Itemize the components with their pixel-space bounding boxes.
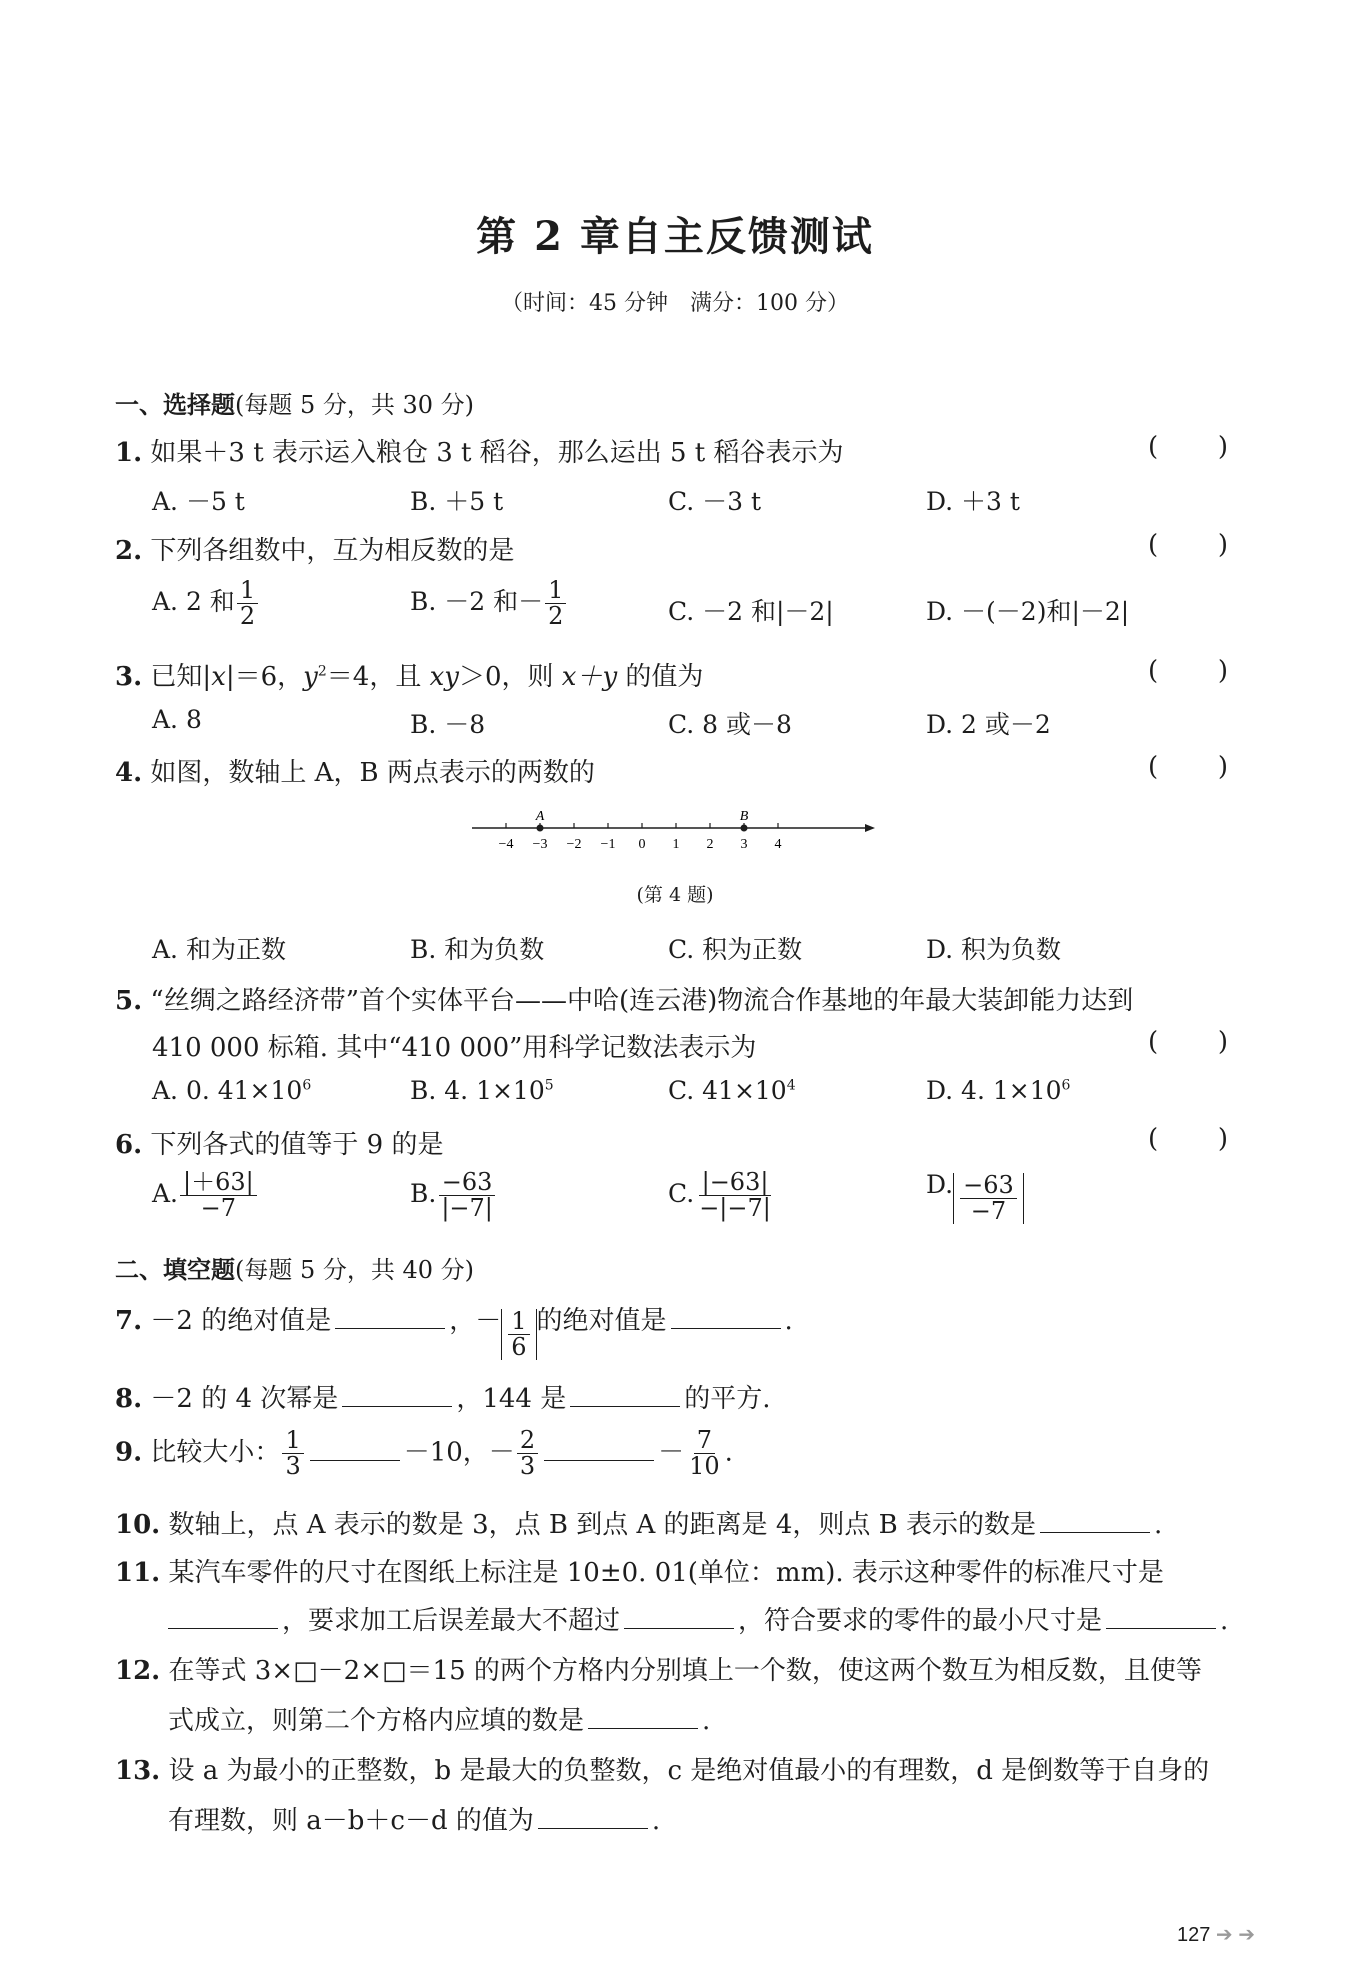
question-3: 3. 已知|x|＝6，$y^2=4$，且 xy＞0，则 x＋y 的值为	[115, 662, 704, 692]
answer-bracket: ( )	[1148, 1124, 1228, 1154]
question-text: 如果＋3 t 表示运入粮仓 3 t 稻谷，那么运出 5 t 稻谷表示为	[150, 438, 844, 468]
number-line-figure	[470, 808, 880, 860]
option-d: D. ＋3 t	[926, 487, 1020, 516]
tick-label: 3	[740, 837, 748, 852]
question-4	[115, 752, 595, 789]
tick-label: 0	[638, 837, 646, 852]
section-heading-choice	[115, 385, 474, 420]
option-a: A. 8	[152, 705, 202, 734]
question-7: 7. －2 的绝对值是 ，－ $\frac{1}{6}$ 的绝对值是 .	[115, 1306, 793, 1362]
question-10: 10. 数轴上，点 A 表示的数是 3，点 B 到点 A 的距离是 4，则点 B 表示的数是 .	[115, 1510, 1163, 1540]
option-b: B. －8	[410, 710, 486, 739]
option-d: D. －(－2)和|－2|	[926, 597, 1130, 626]
answer-bracket: ( )	[1148, 530, 1228, 560]
tick-label: −4	[498, 837, 514, 852]
fraction: $\frac{1}{6}$	[508, 1309, 529, 1360]
question-number: 2.	[115, 536, 143, 566]
option-c: C. 8 或－8	[668, 710, 792, 739]
section-name: 二、填空题	[115, 1255, 235, 1284]
question-text-cont: ，要求加工后误差最大不超过 ，符合要求的零件的最小尺寸是 .	[168, 1600, 1228, 1637]
question-number: 1.	[115, 438, 143, 468]
question-text: 下列各式的值等于 9 的是	[150, 1130, 444, 1160]
fraction: $\frac{1}{3}$	[282, 1428, 303, 1479]
tick-label: 1	[672, 837, 680, 852]
option-d: D. 2 或－2	[926, 710, 1051, 739]
question-number: 5.	[115, 986, 143, 1016]
option-c: C. 积为正数	[668, 935, 803, 964]
page-title: 第 2 章自主反馈测试	[476, 213, 874, 260]
question-6	[115, 1124, 444, 1161]
question-2	[115, 530, 514, 567]
section-note: (每题 5 分，共 40 分)	[235, 1256, 475, 1284]
answer-bracket: ( )	[1148, 752, 1228, 782]
option-a: A. 0. $41\times 10^6$	[152, 1076, 312, 1105]
absolute-value	[953, 1173, 1024, 1224]
option-b: B. －2 和－ $\frac{1}{2}$	[410, 578, 568, 629]
question-text: “丝绸之路经济带”首个实体平台——中哈(连云港)物流合作基地的年最大装卸能力达到	[150, 986, 1134, 1016]
question-number: 3.	[115, 662, 143, 692]
question-number: 6.	[115, 1130, 143, 1160]
question-13: 13. 设 a 为最小的正整数，b 是最大的负整数，c 是绝对值最小的有理数，d 是倒数等于自身的	[115, 1756, 1210, 1786]
question-number: 4.	[115, 758, 143, 788]
option-b: B. 4. $1\times 10^5$	[410, 1076, 554, 1105]
option-c: C. $\frac{|-63|}{-|-7|}$	[668, 1170, 776, 1221]
tick-label: 2	[706, 837, 714, 852]
answer-bracket: ( )	[1148, 432, 1228, 462]
fraction: $\frac{-63}{-7}$	[960, 1173, 1017, 1224]
question-9: 9. 比较大小： $\frac{1}{3}$ －10，－ $\frac{2}{3}$ － $\frac{7}{10}$ .	[115, 1426, 733, 1481]
fraction: $\frac{7}{10}$	[689, 1426, 720, 1481]
question-5	[115, 980, 1133, 1017]
tick-label: 4	[774, 837, 782, 852]
answer-blank[interactable]	[624, 1606, 734, 1629]
section-name: 一、选择题	[115, 390, 235, 419]
fraction: $\frac{1}{2}$	[545, 578, 566, 629]
point-a-label: A	[535, 809, 545, 824]
point-a-dot	[537, 825, 544, 832]
answer-blank[interactable]	[570, 1384, 680, 1407]
section-heading-fill	[115, 1250, 474, 1285]
question-8: 8. －2 的 4 次幂是 ，144 是 的平方.	[115, 1384, 771, 1414]
fraction: $\frac{1}{2}$	[237, 578, 258, 629]
answer-blank[interactable]	[1106, 1606, 1216, 1629]
option-a: A. －5 t	[152, 487, 245, 516]
absolute-value	[501, 1309, 536, 1360]
answer-blank[interactable]	[671, 1306, 781, 1329]
answer-blank[interactable]	[538, 1806, 648, 1829]
fraction: $\frac{|-63|}{-|-7|}$	[699, 1168, 771, 1223]
question-text: 如图，数轴上 A，B 两点表示的两数的	[150, 758, 595, 788]
question-text-cont: 有理数，则 a－b＋c－d 的值为 .	[168, 1806, 661, 1836]
question-text: 下列各组数中，互为相反数的是	[150, 536, 515, 566]
question-text-cont: 410 000 标箱. 其中“410 000”用科学记数法表示为	[152, 1033, 757, 1063]
option-b: B. $\frac{-63}{|-7|}$	[410, 1170, 498, 1221]
point-b-label: B	[739, 809, 749, 824]
answer-blank[interactable]	[1040, 1510, 1150, 1533]
option-d: D. 4. $1\times 10^6$	[926, 1076, 1071, 1105]
option-c: C. $41\times 10^4$	[668, 1076, 796, 1105]
fraction: $\frac{|+63|}{-7}$	[180, 1170, 257, 1221]
answer-blank[interactable]	[335, 1306, 445, 1329]
page-number: 127 ➔ ➔	[1176, 1924, 1255, 1946]
option-a: A. 2 和 $\frac{1}{2}$	[152, 578, 260, 629]
question-1	[115, 432, 844, 469]
option-c: C. －2 和|－2|	[668, 597, 834, 626]
answer-blank[interactable]	[342, 1384, 452, 1407]
question-text-cont: 式成立，则第二个方格内应填的数是 .	[168, 1706, 711, 1736]
answer-bracket: ( )	[1148, 656, 1228, 686]
answer-blank[interactable]	[310, 1438, 400, 1461]
question-11: 11. 某汽车零件的尺寸在图纸上标注是 10±0. 01(单位：mm). 表示这种零件的标准尺寸是	[115, 1558, 1164, 1588]
question-12: 12. 在等式 3×□－2×□＝15 的两个方格内分别填上一个数，使这两个数互为相反数，且使等	[115, 1656, 1202, 1686]
option-d: D. 积为负数	[926, 935, 1062, 964]
tick-label: −3	[532, 837, 548, 852]
option-a: A. 和为正数	[152, 935, 286, 964]
answer-blank[interactable]	[588, 1706, 698, 1729]
option-d: D. $\frac{-63}{-7}$	[926, 1170, 1024, 1224]
option-a: A. $\frac{|+63|}{-7}$	[152, 1170, 259, 1221]
point-b-dot	[741, 825, 748, 832]
answer-bracket: ( )	[1148, 1027, 1228, 1057]
next-arrow-icon: ➔ ➔	[1215, 1924, 1255, 1946]
tick-label: −2	[566, 837, 582, 852]
tick-label: −1	[600, 837, 616, 852]
option-b: B. ＋5 t	[410, 487, 504, 516]
figure-caption: (第 4 题)	[636, 884, 714, 906]
answer-blank[interactable]	[544, 1438, 654, 1461]
arrow-head-icon	[865, 824, 875, 832]
fraction: $\frac{2}{3}$	[517, 1428, 538, 1479]
option-c: C. －3 t	[668, 487, 762, 516]
option-b: B. 和为负数	[410, 935, 545, 964]
answer-blank[interactable]	[168, 1606, 278, 1629]
section-note: (每题 5 分，共 30 分)	[235, 391, 475, 419]
fraction: $\frac{-63}{|-7|}$	[438, 1170, 496, 1221]
page-subtitle: （时间：45 分钟 满分：100 分）	[501, 291, 849, 316]
